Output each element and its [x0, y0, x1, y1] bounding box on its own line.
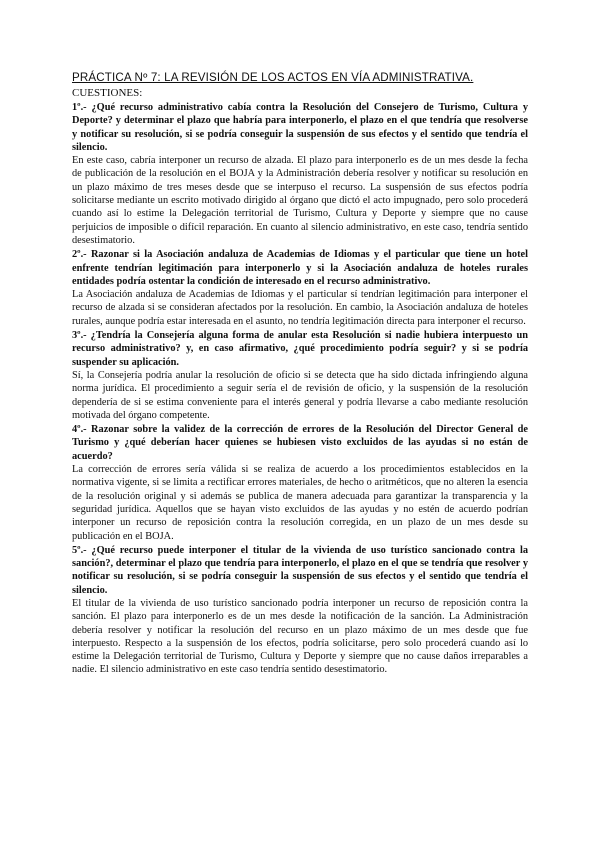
answer-5: El titular de la vivienda de uso turístico sancionado podría interponer un recurso de reposición contra la sanción. El plazo para interponerlo es de un mes desde la notificación de la sanción. La Administración debería resolver y notificar la resolución del recurso en un plazo máximo de un mes desde que fue interpuesto. Respecto a la suspensión de los efectos, podría solicitarse, pero solo procederá cuando así lo estime la Delegación territorial de Turismo, Cultura y Deporte y siempre que no cause daños irreparables a nadie. El silencio administrativo en este caso tendría sentido desestimatorio.: [72, 597, 528, 676]
page-title: PRÁCTICA Nº 7: LA REVISIÓN DE LOS ACTOS EN VÍA ADMINISTRATIVA.: [72, 71, 474, 84]
answer-2: La Asociación andaluza de Academias de Idiomas y el particular sí tendrían legitimación para interponer el recurso de alzada si se consideran afectados por la resolución. En cambio, la Asociación andaluza de hoteles rurales, aunque podría estar interesada en el asunto, no tendría legitimación directa para interponer el recurso.: [72, 289, 528, 327]
question-3: 3º.- ¿Tendría la Consejería alguna forma de anular esta Resolución si nadie hubiera interpuesto un recurso administrativo? y, en caso afirmativo, ¿qué procedimiento podría seguir? y si se podría suspender su aplicación.: [72, 330, 528, 368]
question-5: 5º.- ¿Qué recurso puede interponer el titular de la vivienda de uso turístico sancionado contra la sanción?, determinar el plazo que tendría para interponerlo, el plazo en el que se tendría que resolver y notificar su resolución, si se podría conseguir la suspensión de sus efectos y el sentido que tendría el silencio.: [72, 544, 528, 596]
answer-4: La corrección de errores sería válida si se realiza de acuerdo a los procedimientos establecidos en la normativa vigente, si se limita a rectificar errores materiales, de hecho o aritméticos, que no alteren la esencia de la resolución original y si además se publica de manera adecuada para garantizar la transparencia y la seguridad jurídica. Aquellos que se hayan visto excluidos de las ayudas y no estén de acuerdo podrían interponer un recurso de reposición contra la resolución corregida, en un plazo de un mes desde su publicación en el BOJA.: [72, 464, 528, 542]
section-label: CUESTIONES:: [72, 87, 143, 99]
answer-1: En este caso, cabría interponer un recurso de alzada. El plazo para interponerlo es de un mes desde la fecha de publicación de la resolución en el BOJA y la Administración debería resolver y notificar su resolución en un plazo máximo de tres meses desde que se interpuso el recurso. La suspensión de sus efectos podría solicitarse mediante un escrito motivado dirigido al órgano que dictó el acto impugnado, pero solo procederá cuando así lo estime la Delegación territorial de Turismo, Cultura y Deporte y siempre que no cause perjuicios de imposible o difícil reparación. En cuanto al silencio administrativo, en este caso, tendría sentido desestimatorio.: [72, 155, 528, 246]
document-page: [72, 70, 528, 678]
answer-3: Sí, la Consejería podría anular la resolución de oficio si se detecta que ha sido dictada infringiendo alguna norma jurídica. El procedimiento a seguir sería el de revisión de oficio, y la suspensión de la resolución dependería de si se estima conveniente para el interés general y podría llevarse a cabo mediante resolución motivada del órgano competente.: [72, 369, 528, 421]
question-4: 4º.- Razonar sobre la validez de la corrección de errores de la Resolución del Director General de Turismo y ¿qué deberían hacer quienes se hubiesen visto excluidos de las ayudas si no están de acuerdo?: [72, 424, 528, 462]
question-1: 1º.- ¿Qué recurso administrativo cabía contra la Resolución del Consejero de Turismo, Cultura y Deporte? y determinar el plazo que habría para interponerlo, el plazo en el que tendría que resolverse y notificar su resolución, si se podría conseguir la suspensión de sus efectos y el sentido que tendría el silencio.: [72, 102, 528, 153]
question-2: 2º.- Razonar si la Asociación andaluza de Academias de Idiomas y el particular que tiene un hotel enfrente tendrían legitimación para interponerlo y si la Asociación andaluza de hoteles rurales entidades podría ostentar la condición de interesado en el recurso administrativo.: [72, 249, 528, 287]
